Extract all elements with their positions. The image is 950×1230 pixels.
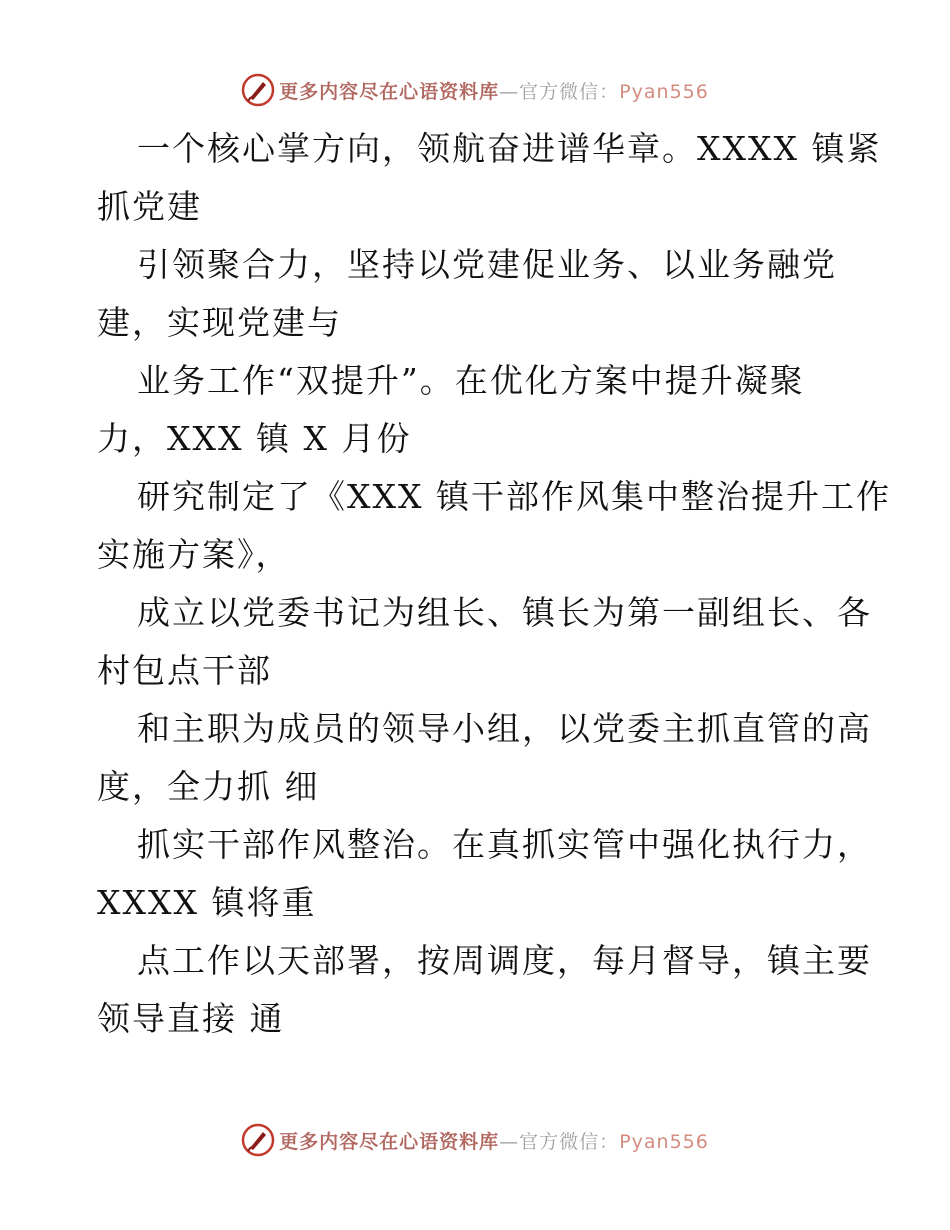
banner-main-text: 更多内容尽在心语资料库	[279, 1130, 500, 1153]
quill-logo-icon	[241, 73, 275, 107]
text-line: 村包点干部	[97, 651, 272, 690]
text-line: 度，全力抓 细	[97, 767, 320, 806]
text-line: XXXX 镇将重	[97, 883, 317, 922]
banner-dash: —	[499, 1130, 520, 1153]
text-line: 研究制定了《XXX 镇干部作风集中整治提升工作	[137, 477, 891, 516]
text-line: 成立以党委书记为组长、镇长为第一副组长、各	[137, 593, 872, 632]
text-line: 领导直接 通	[97, 999, 285, 1038]
banner-wechat-label: 官方微信：	[519, 80, 620, 103]
document-body	[97, 120, 891, 1048]
banner-wechat-id: Pyan556	[619, 1130, 709, 1153]
banner-wechat-label: 官方微信：	[519, 1130, 620, 1153]
text-line: 业务工作“双提升”。在优化方案中提升凝聚	[137, 361, 805, 400]
text-line: 一个核心掌方向，领航奋进谱华章。XXXX 镇紧	[137, 129, 882, 168]
banner-main-text: 更多内容尽在心语资料库	[279, 80, 500, 103]
text-line: 抓实干部作风整治。在真抓实管中强化执行力，	[137, 825, 872, 864]
quill-logo-icon	[241, 1123, 275, 1157]
text-line: 和主职为成员的领导小组，以党委主抓直管的高	[137, 709, 872, 748]
text-line: 建，实现党建与	[97, 303, 342, 342]
text-line: 实施方案》，	[97, 535, 291, 574]
banner-dash: —	[499, 80, 520, 103]
text-line: 抓党建	[97, 187, 202, 226]
text-line: 力，XXX 镇 X 月份	[97, 419, 412, 458]
footer-banner	[0, 1120, 950, 1160]
text-line: 引领聚合力，坚持以党建促业务、以业务融党	[137, 245, 837, 284]
text-line: 点工作以天部署，按周调度，每月督导，镇主要	[137, 941, 872, 980]
header-banner	[0, 70, 950, 110]
banner-wechat-id: Pyan556	[619, 80, 709, 103]
